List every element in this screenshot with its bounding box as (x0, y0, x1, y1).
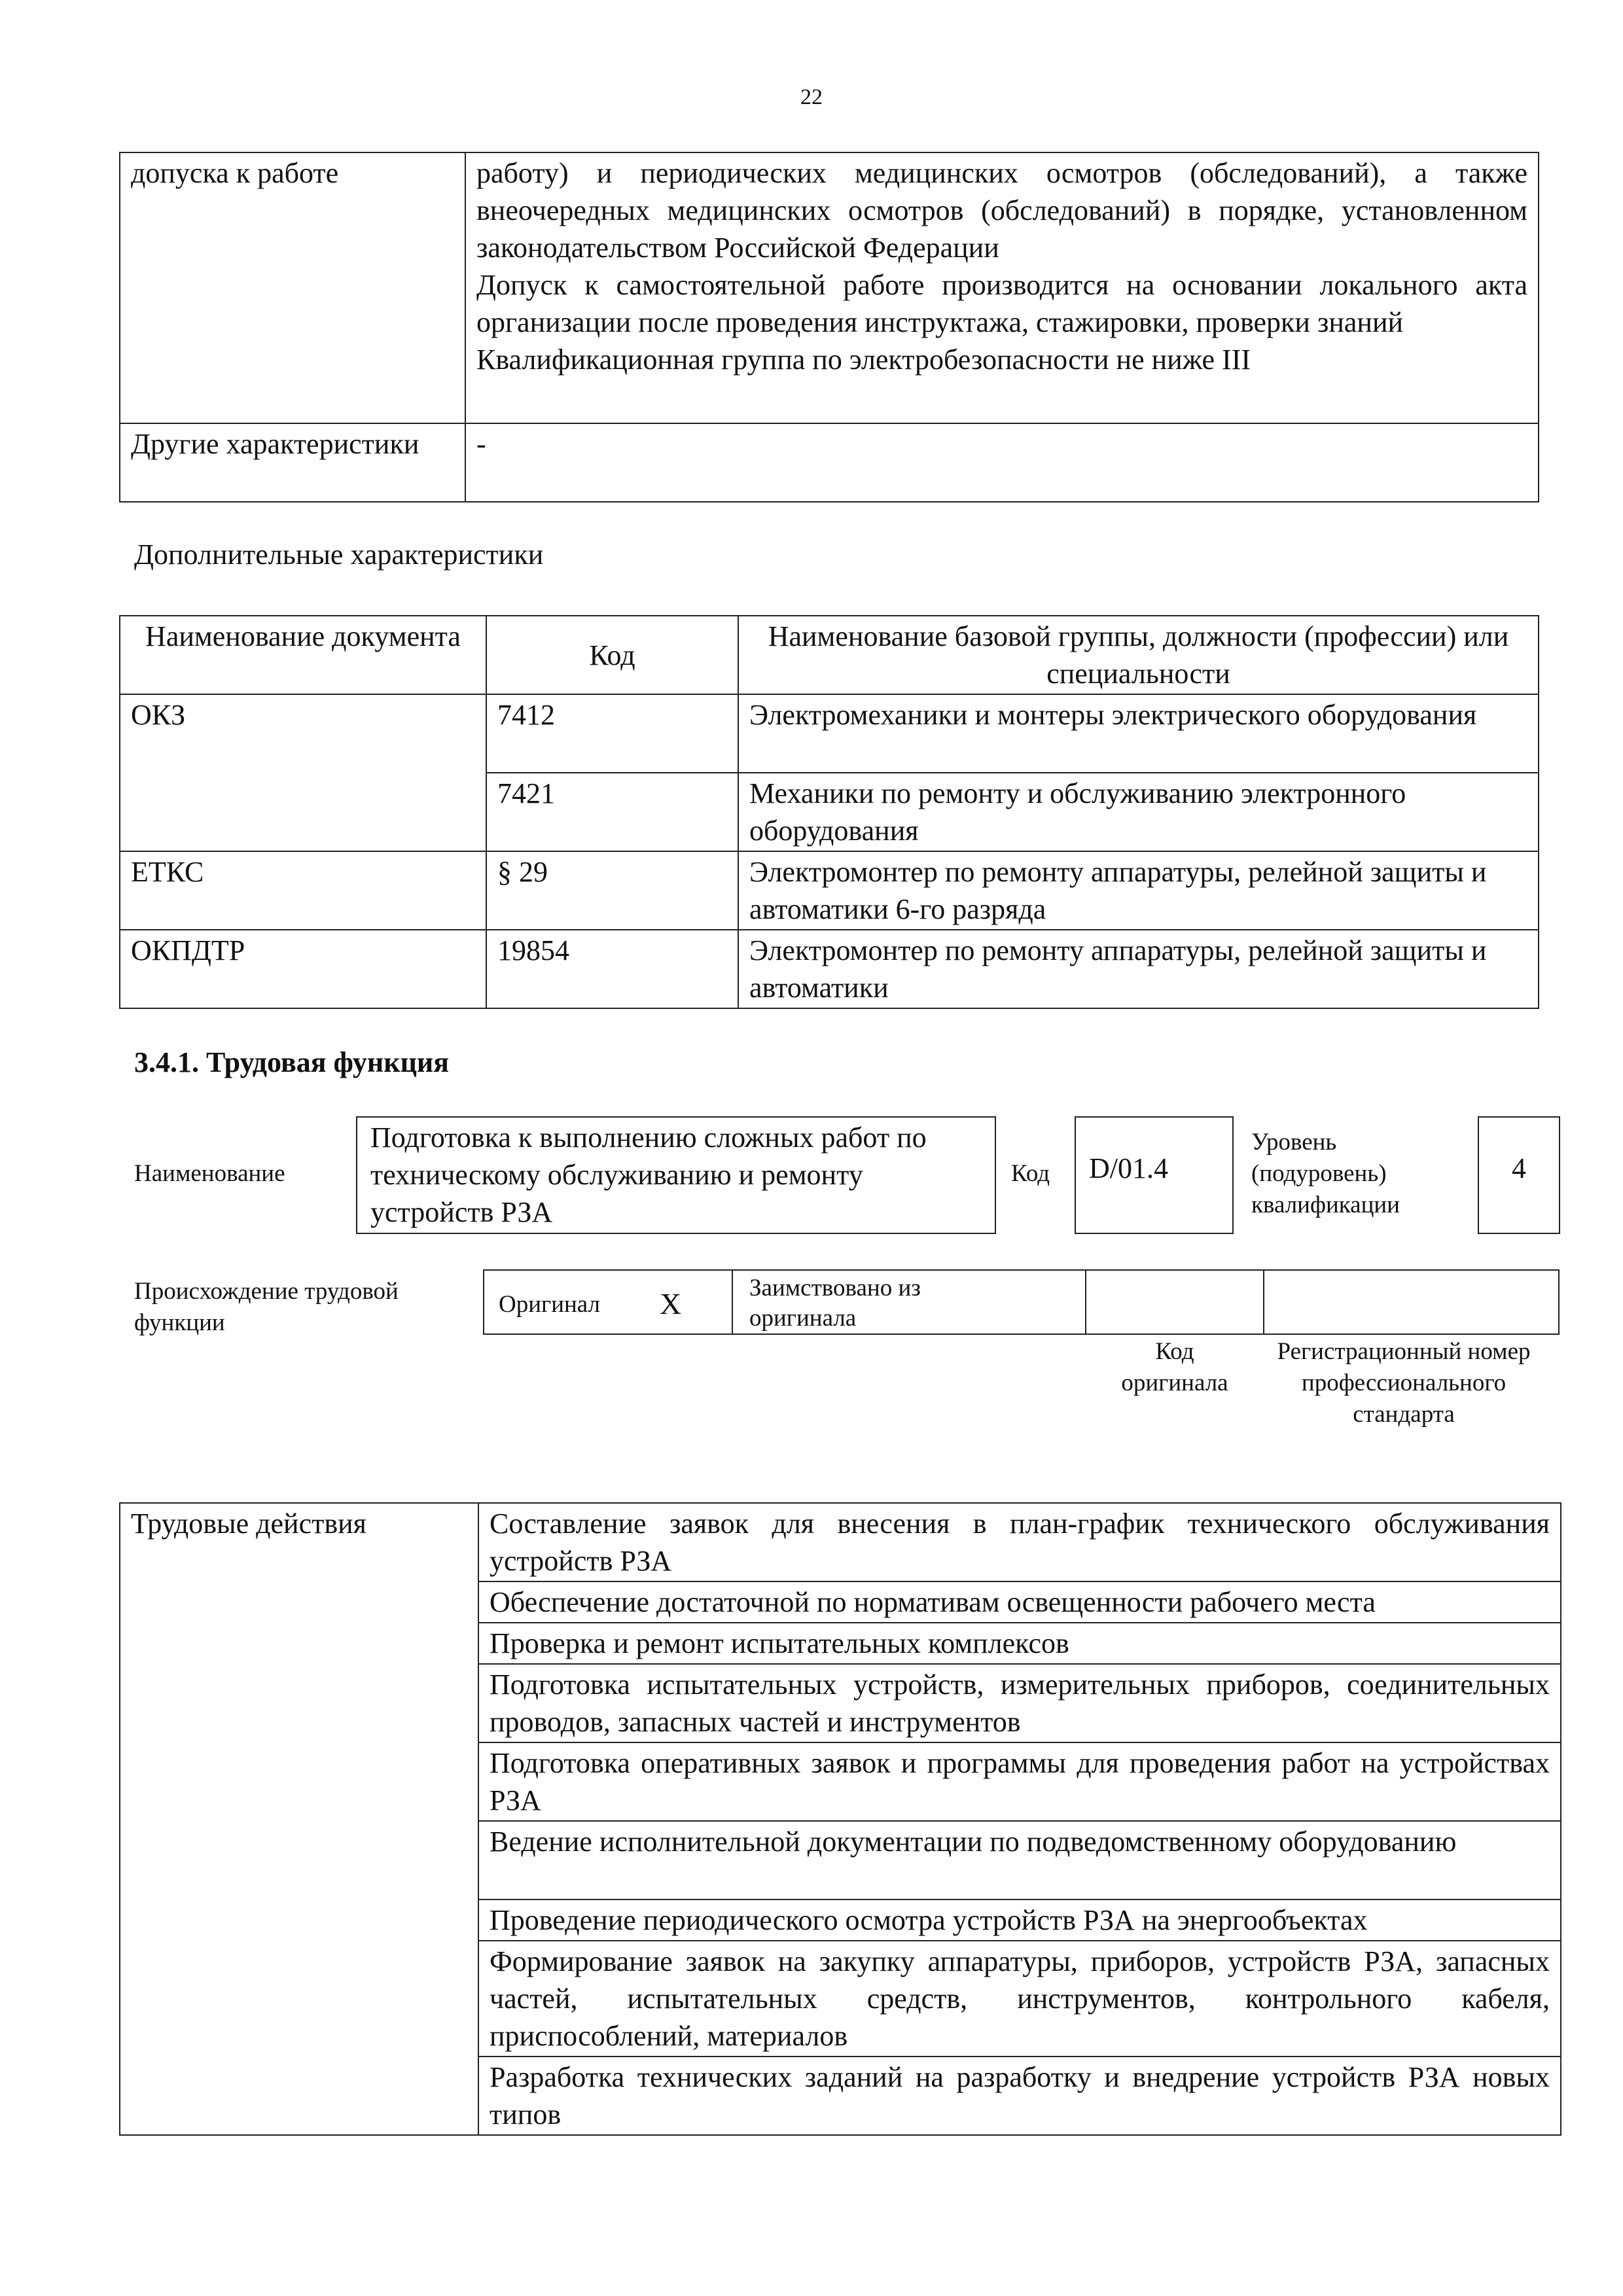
name-cell: Электромонтер по ремонту аппаратуры, релейной защиты и автоматики 6-го разряда (738, 851, 1539, 930)
labor-action-item: Формирование заявок на закупку аппаратуры, приборов, устройств РЗА, запасных частей, испытательных средств, инструментов, контрольного кабеля, приспособлений, материалов (478, 1941, 1561, 2057)
doc-cell: ОКПДТР (120, 930, 486, 1008)
code-original-caption: Код оригинала (1121, 1338, 1228, 1396)
labor-action-item: Разработка технических заданий на разработку и внедрение устройств РЗА новых типов (478, 2057, 1561, 2135)
header-group-name: Наименование базовой группы, должности (профессии) или специальности (738, 616, 1539, 694)
code-label: Код (1011, 1160, 1050, 1187)
code-cell: 7412 (486, 694, 738, 773)
labor-action-item: Обеспечение достаточной по нормативам освещенности рабочего места (478, 1581, 1561, 1623)
code-cell: 7421 (486, 773, 738, 851)
additional-caption: Дополнительные характеристики (134, 539, 544, 571)
table-header-row (120, 616, 1539, 694)
table-row (120, 851, 1539, 930)
level-box (1478, 1116, 1560, 1234)
reg-number-caption: Регистрационный номер профессионального стандарта (1277, 1338, 1531, 1428)
admission-text-line: Допуск к самостоятельной работе производится на основании локального акта организации после проведения инструктажа, стажировки, проверки знаний (476, 269, 1527, 338)
name-cell: Механики по ремонту и обслуживанию электронного оборудования (738, 773, 1539, 851)
reg-number-cell (1264, 1271, 1559, 1333)
admission-value (465, 152, 1539, 423)
section-heading: 3.4.1. Трудовая функция (134, 1046, 450, 1078)
code-cell: § 29 (486, 851, 738, 930)
name-cell: Электромеханики и монтеры электрического оборудования (738, 694, 1539, 773)
function-name-box (356, 1116, 996, 1234)
original-mark: X (660, 1287, 682, 1320)
header-code: Код (486, 616, 738, 694)
labor-action-item: Проведение периодического осмотра устройств РЗА на энергообъектах (478, 1899, 1561, 1941)
admission-table (119, 152, 1539, 503)
name-label: Наименование (134, 1160, 285, 1187)
table-row (120, 694, 1539, 773)
header-document: Наименование документа (120, 616, 486, 694)
borrowed-label: Заимствовано из оригинала (749, 1275, 921, 1332)
page-number: 22 (800, 85, 823, 109)
additional-table (119, 615, 1539, 1009)
code-box (1075, 1116, 1234, 1234)
other-characteristics-value: - (465, 423, 1539, 502)
doc-cell: ЕТКС (120, 851, 486, 930)
origin-label: Происхождение трудовой функции (134, 1278, 399, 1336)
labor-actions-table (119, 1502, 1561, 2136)
doc-cell: ОКЗ (120, 694, 486, 851)
level-value: 4 (1512, 1152, 1526, 1184)
code-value: D/01.4 (1089, 1152, 1168, 1184)
table-row (120, 152, 1539, 423)
labor-action-item: Подготовка оперативных заявок и программы для проведения работ на устройствах РЗА (478, 1742, 1561, 1821)
level-label: Уровень (подуровень) квалификации (1251, 1129, 1400, 1218)
table-row (120, 1503, 1561, 1581)
code-original-cell (1086, 1271, 1263, 1333)
labor-actions-label: Трудовые действия (120, 1503, 478, 2135)
admission-label: допуска к работе (120, 152, 465, 423)
table-row (120, 930, 1539, 1008)
admission-text-line: Квалификационная группа по электробезопасности не ниже III (476, 344, 1251, 376)
name-cell: Электромонтер по ремонту аппаратуры, релейной защиты и автоматики (738, 930, 1539, 1008)
labor-action-item: Проверка и ремонт испытательных комплексов (478, 1623, 1561, 1664)
labor-action-item: Ведение исполнительной документации по подведомственному оборудованию (478, 1821, 1561, 1899)
origin-box (483, 1269, 1560, 1335)
labor-action-item: Составление заявок для внесения в план-график технического обслуживания устройств РЗА (478, 1503, 1561, 1581)
function-name-value: Подготовка к выполнению сложных работ по техническому обслуживанию и ремонту устройств РЗА (370, 1122, 927, 1228)
labor-action-item: Подготовка испытательных устройств, измерительных приборов, соединительных проводов, запасных частей и инструментов (478, 1664, 1561, 1742)
other-characteristics-label: Другие характеристики (120, 423, 465, 502)
admission-text-line: работу) и периодических медицинских осмотров (обследований), а также внеочередных медицинских осмотров (обследований) в порядке, установленном законодательством Российской Федерации (476, 157, 1527, 264)
original-label: Оригинал (499, 1291, 601, 1318)
table-row (120, 423, 1539, 502)
code-cell: 19854 (486, 930, 738, 1008)
